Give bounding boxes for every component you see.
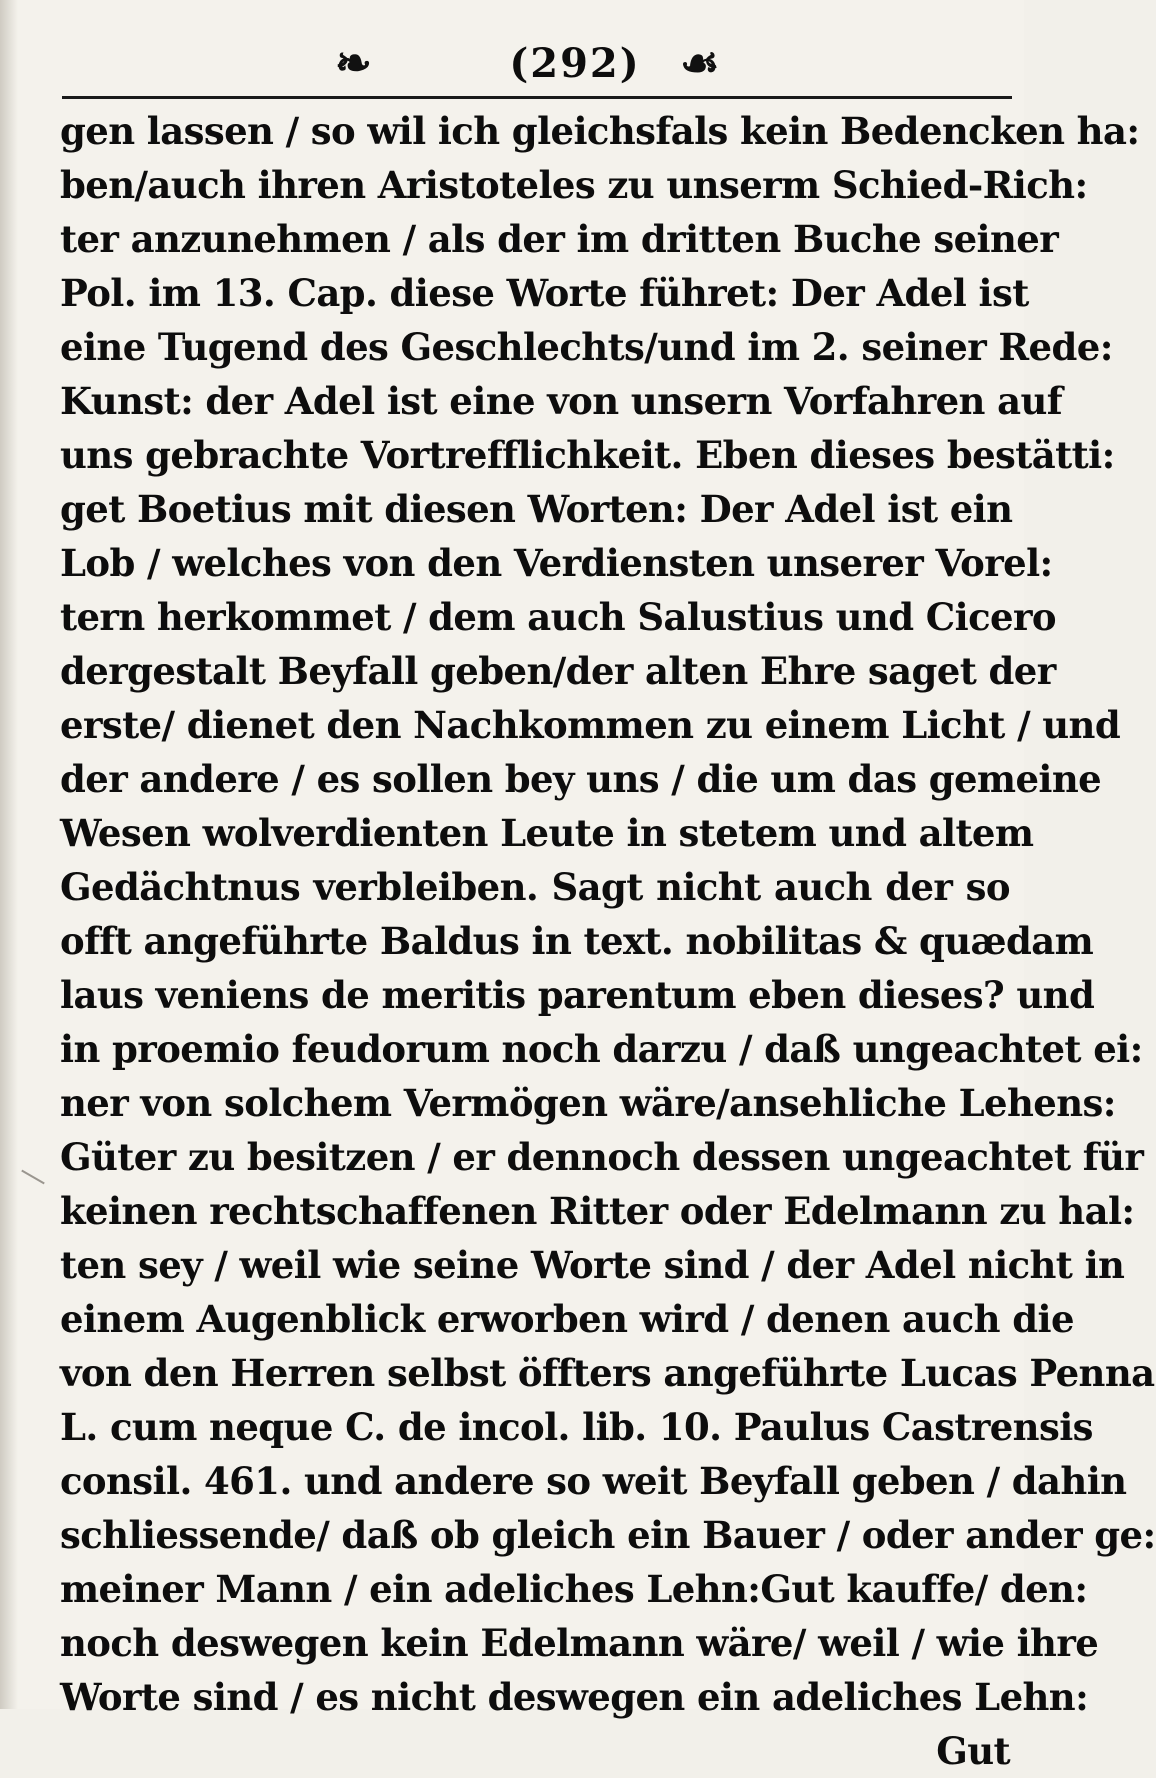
text-line: offt angeführte Baldus in text. nobilitas & quædam <box>60 919 1094 963</box>
text-line: L. cum neque C. de incol. lib. 10. Paulus Castrensis <box>60 1405 1093 1449</box>
text-line: Wesen wolverdienten Leute in stetem und altem <box>60 811 1034 855</box>
text-line: laus veniens de meritis parentum eben dieses? und <box>60 973 1095 1017</box>
text-line: eine Tugend des Geschlechts/und im 2. seiner Rede: <box>60 325 1113 369</box>
body-text <box>60 104 1156 1778</box>
text-line: keinen rechtschaffenen Ritter oder Edelmann zu hal: <box>60 1189 1135 1233</box>
page-number: (292) <box>509 40 641 87</box>
gutter-shadow <box>0 0 18 1709</box>
text-line: get Boetius mit diesen Worten: Der Adel ist ein <box>60 487 1013 531</box>
text-line: Pol. im 13. Cap. diese Worte führet: Der Adel ist <box>60 271 1029 315</box>
text-line: meiner Mann / ein adeliches Lehn:Gut kauffe/ den: <box>60 1567 1088 1611</box>
text-line: von den Herren selbst öffters angeführte Lucas Penna <box>60 1351 1155 1395</box>
text-line: ben/auch ihren Aristoteles zu unserm Schied-Rich: <box>60 163 1088 207</box>
text-line: noch deswegen kein Edelmann wäre/ weil / wie ihre <box>60 1621 1099 1665</box>
header-ornament-left-icon: ❧ <box>335 38 372 89</box>
text-line: Worte sind / es nicht deswegen ein adeliches Lehn: <box>60 1675 1089 1719</box>
text-line: ten sey / weil wie seine Worte sind / der Adel nicht in <box>60 1243 1125 1287</box>
text-line: ner von solchem Vermögen wäre/ansehliche Lehens: <box>60 1081 1116 1125</box>
text-line: schliessende/ daß ob gleich ein Bauer / oder ander ge: <box>60 1513 1156 1557</box>
catchword: Gut <box>936 1729 1010 1773</box>
text-line: consil. 461. und andere so weit Beyfall geben / dahin <box>60 1459 1127 1503</box>
text-line: in proemio feudorum noch darzu / daß ungeachtet ei: <box>60 1027 1143 1071</box>
header-ornament-right-icon: ☙ <box>680 38 720 89</box>
text-line: gen lassen / so wil ich gleichsfals kein Bedencken ha: <box>60 109 1140 153</box>
text-line: ter anzunehmen / als der im dritten Buche seiner <box>60 217 1059 261</box>
margin-mark <box>21 1170 45 1185</box>
text-line: erste/ dienet den Nachkommen zu einem Licht / und <box>60 703 1121 747</box>
page-header <box>60 28 1010 100</box>
text-line: tern herkommet / dem auch Salustius und Cicero <box>60 595 1056 639</box>
text-line: uns gebrachte Vortrefflichkeit. Eben dieses bestätti: <box>60 433 1115 477</box>
text-line: einem Augenblick erworben wird / denen auch die <box>60 1297 1074 1341</box>
text-line: Güter zu besitzen / er dennoch dessen ungeachtet für <box>60 1135 1144 1179</box>
text-line: Kunst: der Adel ist eine von unsern Vorfahren auf <box>60 379 1063 423</box>
header-rule <box>62 96 1012 99</box>
text-line: Lob / welches von den Verdiensten unserer Vorel: <box>60 541 1053 585</box>
text-line: Gedächtnus verbleiben. Sagt nicht auch der so <box>60 865 1010 909</box>
text-line: der andere / es sollen bey uns / die um das gemeine <box>60 757 1102 801</box>
text-line: dergestalt Beyfall geben/der alten Ehre saget der <box>60 649 1056 693</box>
